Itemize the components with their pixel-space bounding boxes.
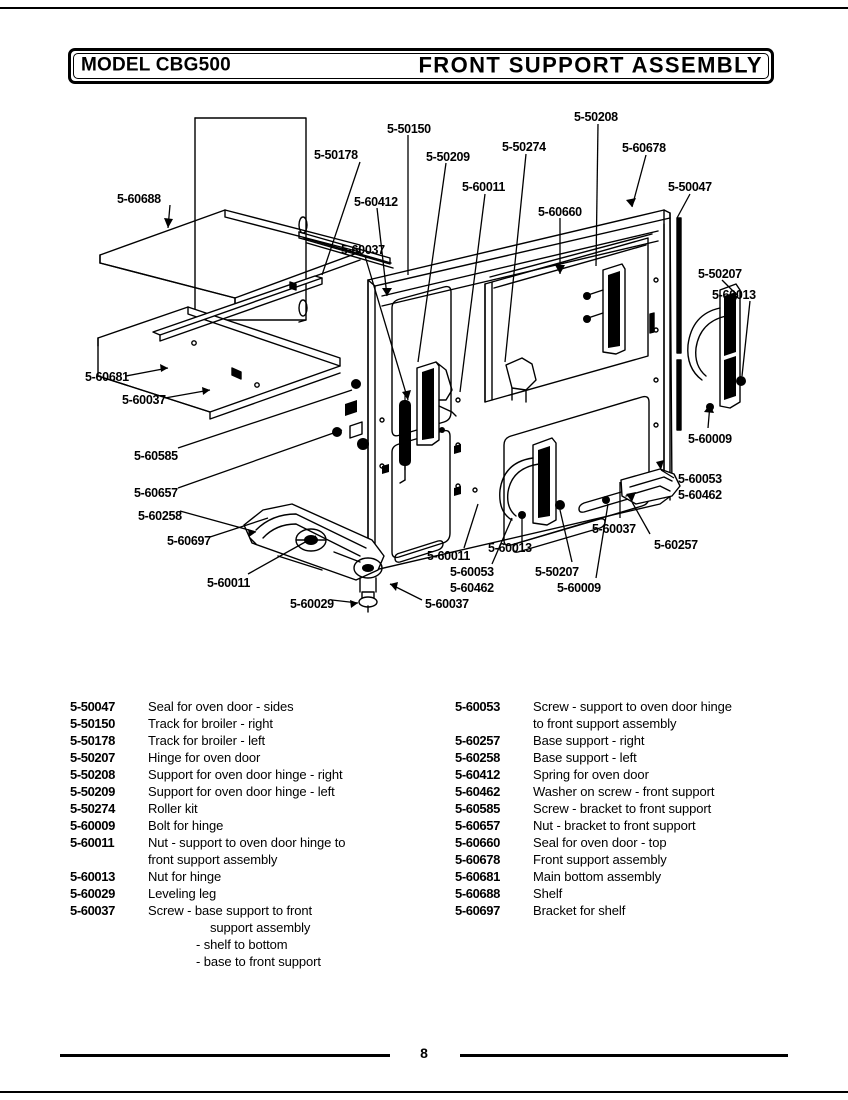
base-support-left (244, 504, 384, 612)
parts-list (70, 698, 810, 978)
parts-list-row (70, 868, 450, 885)
part-number: 5-50150 (70, 716, 115, 731)
callout-5-60258: 5-60258 (138, 509, 182, 523)
part-description: Washer on screw - front support (533, 784, 715, 799)
callout-5-60257: 5-60257 (654, 538, 698, 552)
parts-list-row (70, 834, 450, 868)
part-description: Support for oven door hinge - right (148, 767, 343, 782)
parts-list-row (70, 902, 450, 970)
parts-list-row (455, 868, 815, 885)
page-number: 8 (420, 1045, 428, 1061)
part-description: Hinge for oven door (148, 750, 261, 765)
callout-5-50208: 5-50208 (574, 110, 618, 124)
parts-list-row (70, 885, 450, 902)
part-description: Screw - support to oven door hinge to front support assembly (533, 698, 815, 732)
page-top-rule (0, 7, 848, 9)
right-side-hinge-detail (688, 284, 746, 411)
part-description-continuation: support assembly (210, 920, 311, 935)
callout-5-60011-left: 5-60011 (207, 576, 251, 590)
part-description: Main bottom assembly (533, 869, 662, 884)
callout-5-60011-bottom: 5-60011 (427, 549, 471, 563)
part-number: 5-60412 (455, 767, 500, 782)
part-description: Seal for oven door - sides (148, 699, 294, 714)
parts-list-row (70, 749, 450, 766)
part-description: Nut for hinge (148, 869, 222, 884)
callout-5-60412: 5-60412 (354, 195, 398, 209)
part-description: Leveling leg (148, 886, 217, 901)
part-description: Nut - support to oven door hinge to front support assembly (148, 834, 450, 868)
part-description: Support for oven door hinge - left (148, 784, 335, 799)
callout-5-60462-right: 5-60462 (678, 488, 722, 502)
part-number: 5-60258 (455, 750, 500, 765)
parts-list-row (70, 817, 450, 834)
part-number: 5-50208 (70, 767, 115, 782)
parts-list-row (455, 766, 815, 783)
part-number: 5-60011 (70, 835, 115, 850)
callout-5-60462-bottom: 5-60462 (450, 581, 494, 595)
callout-5-60037-bottom: 5-60037 (425, 597, 469, 611)
parts-list-row (70, 732, 450, 749)
part-description: Seal for oven door - top (533, 835, 667, 850)
part-number: 5-60009 (70, 818, 115, 833)
parts-list-row (455, 749, 815, 766)
part-number: 5-60697 (455, 903, 500, 918)
part-number: 5-60688 (455, 886, 500, 901)
part-number: 5-50207 (70, 750, 115, 765)
callout-5-60697: 5-60697 (167, 534, 211, 548)
parts-list-left-column (70, 698, 450, 970)
part-number: 5-50178 (70, 733, 115, 748)
parts-list-row (455, 732, 815, 749)
part-description: Spring for oven door (533, 767, 649, 782)
part-description-continuation: - shelf to bottom (196, 937, 288, 952)
callout-5-60009-bottom: 5-60009 (557, 581, 601, 595)
callout-5-60053-bottom: 5-60053 (450, 565, 494, 579)
part-number: 5-60037 (70, 903, 115, 918)
part-description: Screw - base support to front support assembly - shelf to bottom - base to front support (148, 902, 450, 970)
parts-list-row (455, 817, 815, 834)
callout-5-50274: 5-50274 (502, 140, 546, 154)
callout-5-60585: 5-60585 (134, 449, 178, 463)
parts-list-row (455, 698, 815, 732)
part-description-continuation: front support assembly (148, 852, 278, 867)
callout-5-60013-bottom: 5-60013 (488, 541, 532, 555)
callout-5-60657: 5-60657 (134, 486, 178, 500)
callout-5-60681: 5-60681 (85, 370, 129, 384)
parts-list-row (455, 800, 815, 817)
title-bar (68, 48, 774, 84)
part-description: Track for broiler - left (148, 733, 266, 748)
page-bottom-rule (0, 1091, 848, 1093)
part-number: 5-50047 (70, 699, 115, 714)
callout-5-60011-top: 5-60011 (462, 180, 506, 194)
callout-5-60009-right: 5-60009 (688, 432, 732, 446)
page-footer (60, 1045, 788, 1067)
part-number: 5-50209 (70, 784, 115, 799)
callout-5-50150: 5-50150 (387, 122, 431, 136)
part-number: 5-60585 (455, 801, 500, 816)
callout-5-50207-right: 5-50207 (698, 267, 742, 281)
part-description: Nut - bracket to front support (533, 818, 696, 833)
callout-5-60660: 5-60660 (538, 205, 582, 219)
callout-5-60053-right: 5-60053 (678, 472, 722, 486)
part-description: Bracket for shelf (533, 903, 626, 918)
callout-5-60029: 5-60029 (290, 597, 334, 611)
part-number: 5-60678 (455, 852, 500, 867)
parts-list-row (70, 715, 450, 732)
part-number: 5-60681 (455, 869, 500, 884)
part-number: 5-60462 (455, 784, 500, 799)
page-title: FRONT SUPPORT ASSEMBLY (418, 52, 763, 78)
part-description: Roller kit (148, 801, 198, 816)
part-description: Shelf (533, 886, 563, 901)
parts-list-row (455, 851, 815, 868)
callout-5-50207-bottom: 5-50207 (535, 565, 579, 579)
parts-list-row (70, 800, 450, 817)
part-description-continuation: to front support assembly (533, 716, 677, 731)
part-number: 5-60053 (455, 699, 500, 714)
part-number: 5-60029 (70, 886, 115, 901)
callout-5-60688: 5-60688 (117, 192, 161, 206)
fastener-cluster-left (332, 379, 369, 450)
exploded-parts-illustration (60, 100, 820, 630)
part-number: 5-60013 (70, 869, 115, 884)
callout-5-50178: 5-50178 (314, 148, 358, 162)
callout-5-60678: 5-60678 (622, 141, 666, 155)
parts-list-row (70, 783, 450, 800)
parts-list-row (455, 834, 815, 851)
parts-list-row (455, 902, 815, 919)
callout-5-50047: 5-50047 (668, 180, 712, 194)
callout-5-60037-left: 5-60037 (122, 393, 166, 407)
shelf-part (100, 210, 360, 305)
part-description: Bolt for hinge (148, 818, 224, 833)
callout-5-50209: 5-50209 (426, 150, 470, 164)
parts-list-row (70, 698, 450, 715)
part-number: 5-60660 (455, 835, 500, 850)
parts-list-row (455, 885, 815, 902)
part-description: Screw - bracket to front support (533, 801, 712, 816)
parts-list-right-column (455, 698, 815, 919)
parts-list-row (455, 783, 815, 800)
part-description: Base support - right (533, 733, 645, 748)
callout-5-60013-right: 5-60013 (712, 288, 756, 302)
parts-list-row (70, 766, 450, 783)
part-description: Track for broiler - right (148, 716, 273, 731)
part-number: 5-60257 (455, 733, 500, 748)
part-description-continuation: - base to front support (196, 954, 321, 969)
model-label: MODEL CBG500 (81, 54, 231, 76)
callout-5-60037-right: 5-60037 (592, 522, 636, 536)
part-description: Front support assembly (533, 852, 667, 867)
part-number: 5-50274 (70, 801, 115, 816)
part-number: 5-60657 (455, 818, 500, 833)
part-description: Base support - left (533, 750, 637, 765)
callout-5-60037-upper: 5-60037 (341, 243, 385, 257)
